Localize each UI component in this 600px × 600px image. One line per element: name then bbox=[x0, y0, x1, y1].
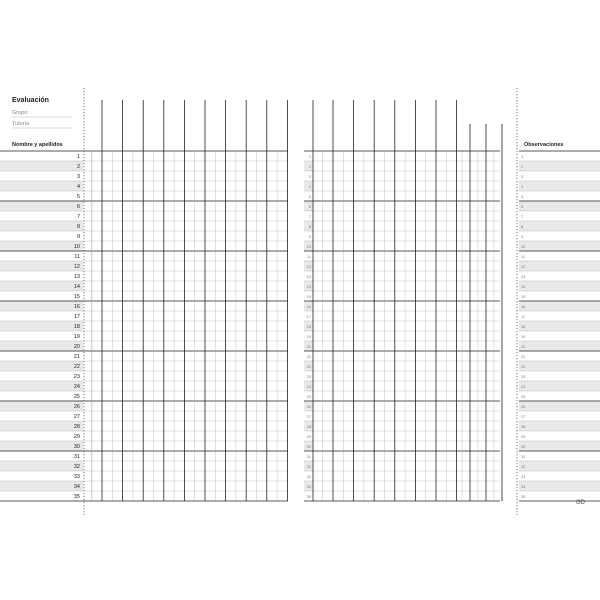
row-number: 12 bbox=[73, 264, 80, 271]
row-number-small: 22 bbox=[521, 364, 526, 369]
row-number: 33 bbox=[73, 474, 80, 481]
row-number-small: 5 bbox=[308, 194, 311, 199]
row-number-small: 9 bbox=[308, 234, 311, 239]
row-number-small: 8 bbox=[521, 224, 524, 229]
row-shade-right bbox=[519, 401, 600, 411]
row-number-small: 8 bbox=[308, 224, 311, 229]
row-shade-left bbox=[0, 301, 83, 311]
row-number: 29 bbox=[73, 434, 80, 441]
row-number-small: 16 bbox=[521, 304, 526, 309]
row-number-small: 7 bbox=[308, 214, 311, 219]
row-number-small: 27 bbox=[306, 414, 311, 419]
tutoring-field-label: Tutoría bbox=[12, 121, 30, 127]
row-number-small: 21 bbox=[306, 354, 311, 359]
evaluation-title: Evaluación bbox=[12, 97, 49, 104]
row-number-small: 14 bbox=[306, 284, 311, 289]
row-shade-right bbox=[519, 441, 600, 451]
row-number: 10 bbox=[73, 244, 80, 251]
row-number-small: 7 bbox=[521, 214, 524, 219]
row-shade-right bbox=[519, 301, 600, 311]
row-shade-left bbox=[0, 361, 83, 371]
row-number-small: 19 bbox=[306, 334, 311, 339]
row-number: 2 bbox=[76, 164, 80, 171]
row-number-small: 28 bbox=[521, 424, 526, 429]
row-shade-left bbox=[0, 481, 83, 491]
row-shade-left bbox=[0, 261, 83, 271]
row-number-small: 34 bbox=[521, 484, 526, 489]
row-number-small: 23 bbox=[306, 374, 311, 379]
row-number-small: 13 bbox=[306, 274, 311, 279]
row-number: 8 bbox=[76, 224, 80, 231]
row-shade-left bbox=[0, 161, 83, 171]
row-shade-left bbox=[0, 381, 83, 391]
row-number: 18 bbox=[73, 324, 80, 331]
row-number-small: 28 bbox=[306, 424, 311, 429]
row-number: 14 bbox=[73, 284, 80, 291]
row-number-small: 33 bbox=[521, 474, 526, 479]
row-shade-left bbox=[0, 201, 83, 211]
row-number-small: 32 bbox=[306, 464, 311, 469]
row-shade-left bbox=[0, 321, 83, 331]
row-shade-right bbox=[519, 161, 600, 171]
row-number-small: 29 bbox=[306, 434, 311, 439]
row-number: 4 bbox=[76, 184, 80, 191]
row-number-small: 33 bbox=[306, 474, 311, 479]
row-number-small: 11 bbox=[521, 254, 525, 259]
observations-column-header: Observaciones bbox=[524, 142, 564, 148]
row-number: 23 bbox=[73, 374, 80, 381]
row-number-small: 4 bbox=[308, 184, 311, 189]
row-number-small: 26 bbox=[521, 404, 526, 409]
row-number-small: 14 bbox=[521, 284, 526, 289]
row-number-small: 16 bbox=[306, 304, 311, 309]
row-number: 5 bbox=[76, 194, 80, 201]
row-number-small: 2 bbox=[308, 164, 311, 169]
row-number-small: 6 bbox=[308, 204, 311, 209]
row-number: 24 bbox=[73, 384, 80, 391]
row-number-small: 35 bbox=[521, 494, 526, 499]
row-number-small: 24 bbox=[306, 384, 311, 389]
row-number: 26 bbox=[73, 404, 80, 411]
row-number: 3 bbox=[76, 174, 80, 181]
row-number-small: 10 bbox=[521, 244, 526, 249]
row-shade-right bbox=[519, 381, 600, 391]
row-shade-right bbox=[519, 201, 600, 211]
row-number: 25 bbox=[73, 394, 80, 401]
row-number-small: 29 bbox=[521, 434, 526, 439]
group-field-label: Grupo bbox=[12, 110, 28, 116]
row-number-small: 15 bbox=[521, 294, 526, 299]
row-number-small: 24 bbox=[521, 384, 526, 389]
row-number-small: 20 bbox=[306, 344, 311, 349]
row-number: 7 bbox=[76, 214, 80, 221]
row-number-small: 4 bbox=[521, 184, 524, 189]
row-number-small: 17 bbox=[521, 314, 526, 319]
row-number: 20 bbox=[73, 344, 80, 351]
row-shade-right bbox=[519, 241, 600, 251]
row-number-small: 22 bbox=[306, 364, 311, 369]
row-shade-right bbox=[519, 261, 600, 271]
row-number: 6 bbox=[76, 204, 80, 211]
row-number-small: 3 bbox=[521, 174, 524, 179]
row-number: 13 bbox=[73, 274, 80, 281]
row-shade-left bbox=[0, 341, 83, 351]
row-number-small: 17 bbox=[306, 314, 311, 319]
row-shade-left bbox=[0, 441, 83, 451]
row-number-small: 23 bbox=[521, 374, 526, 379]
row-number: 22 bbox=[73, 364, 80, 371]
row-shade-right bbox=[519, 181, 600, 191]
row-number-small: 3 bbox=[308, 174, 311, 179]
brand-logo: GD bbox=[576, 500, 585, 506]
row-shade-left bbox=[0, 461, 83, 471]
row-number-small: 9 bbox=[521, 234, 524, 239]
row-shade-right bbox=[519, 221, 600, 231]
row-shade-right bbox=[519, 321, 600, 331]
row-number: 28 bbox=[73, 424, 80, 431]
row-shade-left bbox=[0, 241, 83, 251]
row-number-small: 5 bbox=[521, 194, 524, 199]
row-number-small: 27 bbox=[521, 414, 526, 419]
row-shade-right bbox=[519, 361, 600, 371]
row-number: 27 bbox=[73, 414, 80, 421]
row-shade-right bbox=[519, 421, 600, 431]
row-number-small: 32 bbox=[521, 464, 526, 469]
row-shade-left bbox=[0, 401, 83, 411]
row-number: 32 bbox=[73, 464, 80, 471]
row-number-small: 21 bbox=[521, 354, 526, 359]
row-shade-left bbox=[0, 421, 83, 431]
row-shade-right bbox=[519, 461, 600, 471]
names-column-header: Nombre y apellidos bbox=[12, 142, 63, 148]
row-number-small: 26 bbox=[306, 404, 311, 409]
row-number: 34 bbox=[73, 484, 80, 491]
row-number-small: 6 bbox=[521, 204, 524, 209]
row-number-small: 2 bbox=[521, 164, 524, 169]
row-number: 11 bbox=[74, 254, 80, 261]
row-number-small: 30 bbox=[306, 444, 311, 449]
row-number: 15 bbox=[73, 294, 80, 301]
row-number-small: 19 bbox=[521, 334, 526, 339]
row-number-small: 31 bbox=[306, 454, 311, 459]
row-number-small: 1 bbox=[308, 154, 311, 159]
row-number-small: 12 bbox=[521, 264, 526, 269]
row-number-small: 13 bbox=[521, 274, 526, 279]
row-shade-right bbox=[519, 281, 600, 291]
row-number: 19 bbox=[73, 334, 80, 341]
row-number: 1 bbox=[76, 154, 80, 161]
row-number-small: 30 bbox=[521, 444, 526, 449]
row-number-small: 31 bbox=[521, 454, 526, 459]
row-number-small: 11 bbox=[307, 254, 311, 259]
row-shade-left bbox=[0, 181, 83, 191]
row-number-small: 15 bbox=[306, 294, 311, 299]
row-number-small: 1 bbox=[521, 154, 524, 159]
row-number: 21 bbox=[73, 354, 80, 361]
row-shade-left bbox=[0, 281, 83, 291]
row-number: 30 bbox=[73, 444, 80, 451]
row-number-small: 18 bbox=[521, 324, 526, 329]
row-number: 17 bbox=[73, 314, 80, 321]
row-shade-right bbox=[519, 341, 600, 351]
row-number-small: 12 bbox=[306, 264, 311, 269]
row-number-small: 34 bbox=[306, 484, 311, 489]
row-number-small: 35 bbox=[306, 494, 311, 499]
row-shade-right bbox=[519, 481, 600, 491]
row-shade-left bbox=[0, 221, 83, 231]
row-number-small: 25 bbox=[306, 394, 311, 399]
row-number: 31 bbox=[73, 454, 80, 461]
row-number: 35 bbox=[73, 494, 80, 501]
row-number: 16 bbox=[73, 304, 80, 311]
row-number: 9 bbox=[76, 234, 80, 241]
row-number-small: 10 bbox=[306, 244, 311, 249]
row-number-small: 18 bbox=[306, 324, 311, 329]
row-number-small: 20 bbox=[521, 344, 526, 349]
row-number-small: 25 bbox=[521, 394, 526, 399]
